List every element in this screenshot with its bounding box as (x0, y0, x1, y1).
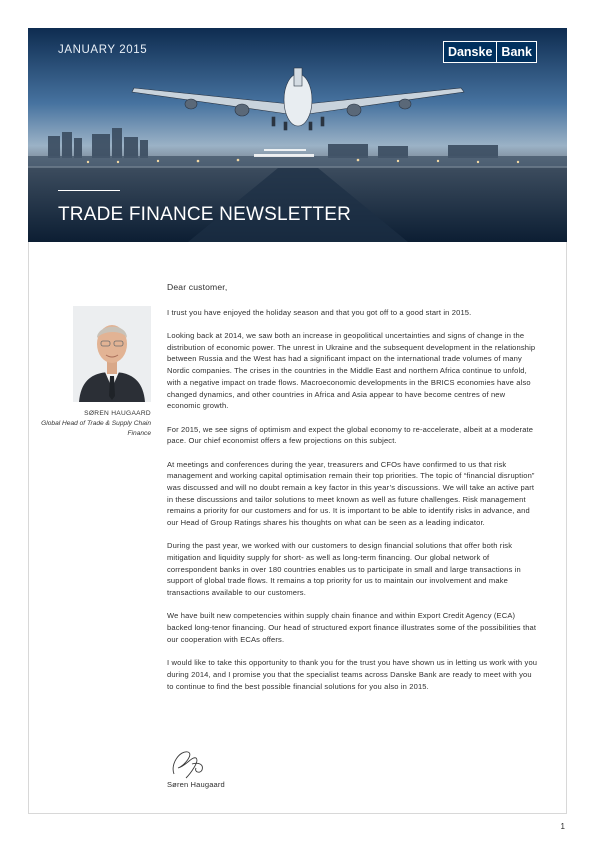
logo-word-bank: Bank (496, 42, 536, 62)
author-name: SØREN HAUGAARD (84, 410, 151, 417)
danske-bank-logo (443, 41, 537, 63)
letter-paragraph: At meetings and conferences during the year, treasurers and CFOs have confirmed to us that risk management and working capital optimisation remain their top priorities. The topic of “financial disruption” was discussed and will no doubt remain a key factor in this year’s discussions. We will take an active part in these discussions and tailor solutions to meet known as well as future challenges. Risk management remains a priority for our customers and for us. It is important to be able to identify risks in advance, and our Head of Group Ratings shares his thoughts on what can be seen as a leading indicator. (167, 459, 535, 528)
letter-paragraph: I trust you have enjoyed the holiday season and that you got off to a good start in 2015. (167, 307, 472, 317)
signer-name: Søren Haugaard (167, 780, 225, 789)
issue-date: JANUARY 2015 (58, 44, 148, 56)
letter-paragraph: Looking back at 2014, we saw both an increase in geopolitical uncertainties and signs of change in the distribution of economic power. The unrest in Ukraine and the subsequent development in the relationship between Russia and the West has had a significant impact on the international trade volumes of many Nordic companies. The crises in the countries in the Middle East and northern Africa continue to unfold, with a negative impact on trade flows. Macroeconomic developments in the BRICS economies have also changed dynamics, and other countries in Africa and Asia appear to have become centres of new economic growth. (167, 331, 536, 411)
letter-paragraph: During the past year, we worked with our customers to design financial solutions that offer both risk mitigation and liquidity supply for short- as well as long-term financing. Our global network of correspondent banks in over 180 countries enables us to participate in small and large transactions in support of global trade flows. It remains a top priority for us to maintain our involvement and make transactions available to our customers. (167, 541, 521, 598)
letter-paragraph: We have built new competencies within supply chain finance and within Export Credit Agency (ECA) backed long-tenor financing. Our head of structured export finance illustrates some of the possibilities that our cooperation with ECAs offers. (167, 611, 537, 644)
page-number: 1 (560, 822, 565, 831)
header-banner (28, 28, 567, 242)
letter-paragraph: I would like to take this opportunity to thank you for the trust you have shown us in letting us work with you during 2014, and I promise you that the specialist teams across Danske Bank are ready to meet with you to continue to find the best possible financial solutions for you also in 2015. (167, 658, 538, 691)
portrait-image (73, 306, 151, 402)
letter-body (167, 282, 539, 704)
logo-word-danske: Danske (444, 42, 496, 62)
author-caption (40, 409, 151, 439)
author-role: Global Head of Trade & Supply Chain Finance (41, 420, 151, 437)
newsletter-title: TRADE FINANCE NEWSLETTER (58, 204, 351, 225)
handwritten-signature (166, 744, 216, 782)
title-divider (58, 190, 120, 191)
letter-greeting: Dear customer, (167, 282, 228, 292)
letter-paragraph: For 2015, we see signs of optimism and expect the global economy to re-accelerate, albeit at a moderate pace. Our chief economist offers a few projections on this subject. (167, 424, 534, 446)
author-portrait (73, 306, 151, 402)
